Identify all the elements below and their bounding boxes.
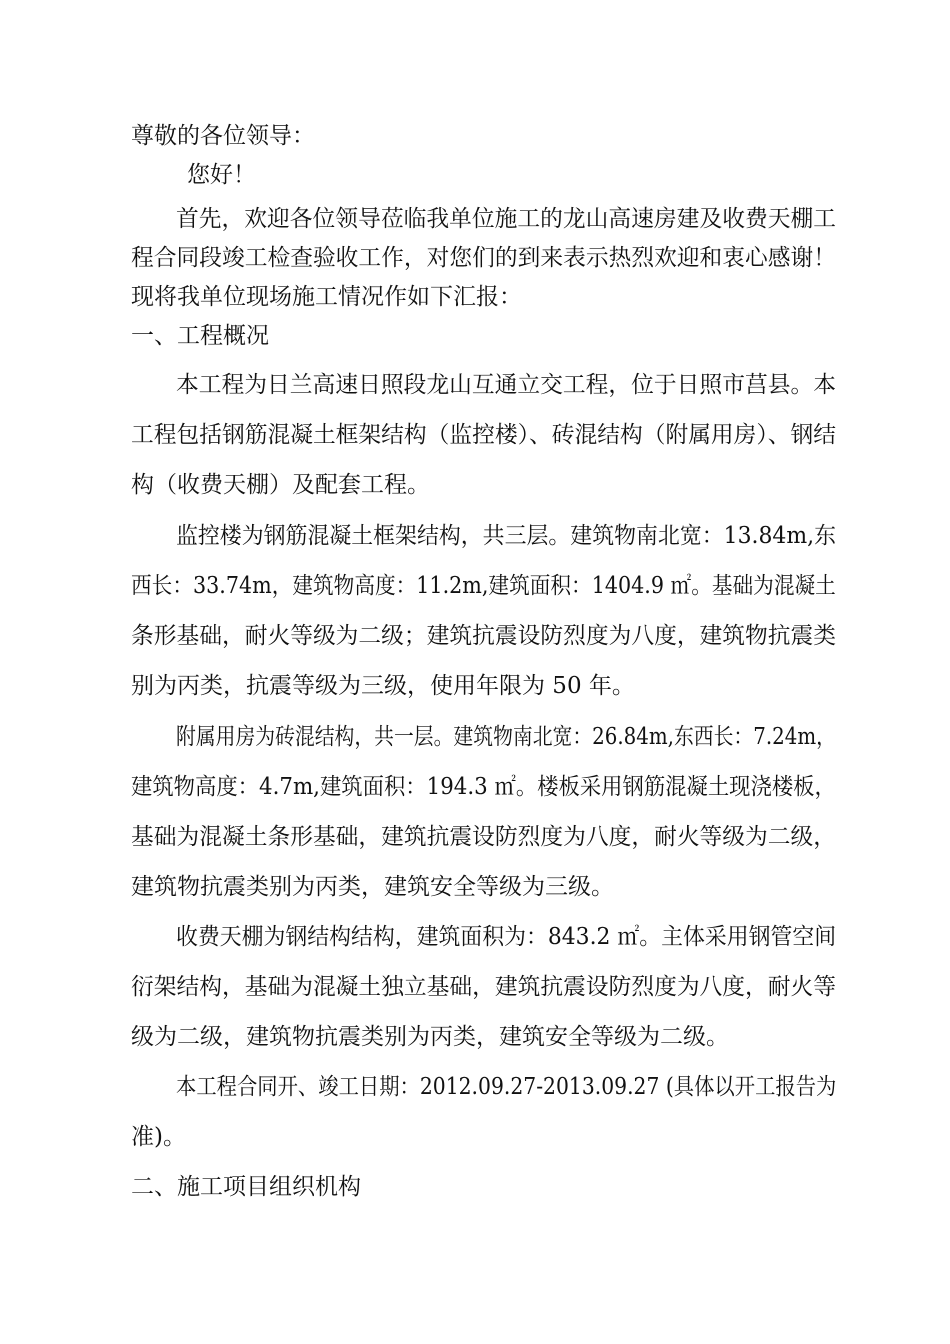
salutation: 尊敬的各位领导： (131, 123, 315, 149)
overview-line-1: 本工程为日兰高速日照段龙山互通立交工程，位于日照市莒县。本 (176, 372, 836, 398)
monitor-line-2: 西长：33.74m，建筑物高度：11.2m,建筑面积：1404.9 ㎡。基础为混凝土 (131, 573, 836, 599)
monitor-line-4: 别为丙类，抗震等级为三级，使用年限为 50 年。 (131, 673, 635, 699)
dates-line-1: 本工程合同开、竣工日期：2012.09.27-2013.09.27 (具体以开工报告为 (176, 1074, 837, 1100)
auxiliary-line-4: 建筑物抗震类别为丙类，建筑安全等级为三级。 (131, 874, 614, 900)
canopy-line-1: 收费天棚为钢结构结构，建筑面积为：843.2 ㎡。主体采用钢管空间 (176, 924, 837, 950)
canopy-line-3: 级为二级，建筑物抗震类别为丙类，建筑安全等级为二级。 (131, 1024, 729, 1050)
greeting: 您好！ (187, 162, 256, 188)
monitor-line-1: 监控楼为钢筋混凝土框架结构，共三层。建筑物南北宽：13.84m,东 (176, 523, 836, 549)
dates-line-2: 准)。 (131, 1124, 186, 1150)
intro-line-2: 程合同段竣工检查验收工作，对您们的到来表示热烈欢迎和衷心感谢！ (131, 245, 837, 271)
section-heading-organization: 二、施工项目组织机构 (131, 1174, 361, 1200)
monitor-line-3: 条形基础，耐火等级为二级；建筑抗震设防烈度为八度，建筑物抗震类 (131, 623, 837, 649)
overview-line-3: 构（收费天棚）及配套工程。 (131, 472, 430, 498)
section-heading-overview: 一、工程概况 (131, 323, 269, 349)
overview-line-2: 工程包括钢筋混凝土框架结构（监控楼）、砖混结构（附属用房）、钢结 (131, 422, 837, 448)
auxiliary-line-2: 建筑物高度：4.7m,建筑面积：194.3 ㎡。楼板采用钢筋混凝土现浇楼板， (131, 774, 836, 800)
intro-line-1: 首先，欢迎各位领导莅临我单位施工的龙山高速房建及收费天棚工 (176, 206, 836, 232)
canopy-line-2: 衍架结构，基础为混凝土独立基础，建筑抗震设防烈度为八度，耐火等 (131, 974, 837, 1000)
auxiliary-line-1: 附属用房为砖混结构，共一层。建筑物南北宽：26.84m,东西长：7.24m， (176, 724, 836, 750)
intro-line-3: 现将我单位现场施工情况作如下汇报： (131, 284, 522, 310)
auxiliary-line-3: 基础为混凝土条形基础，建筑抗震设防烈度为八度，耐火等级为二级， (131, 824, 837, 850)
